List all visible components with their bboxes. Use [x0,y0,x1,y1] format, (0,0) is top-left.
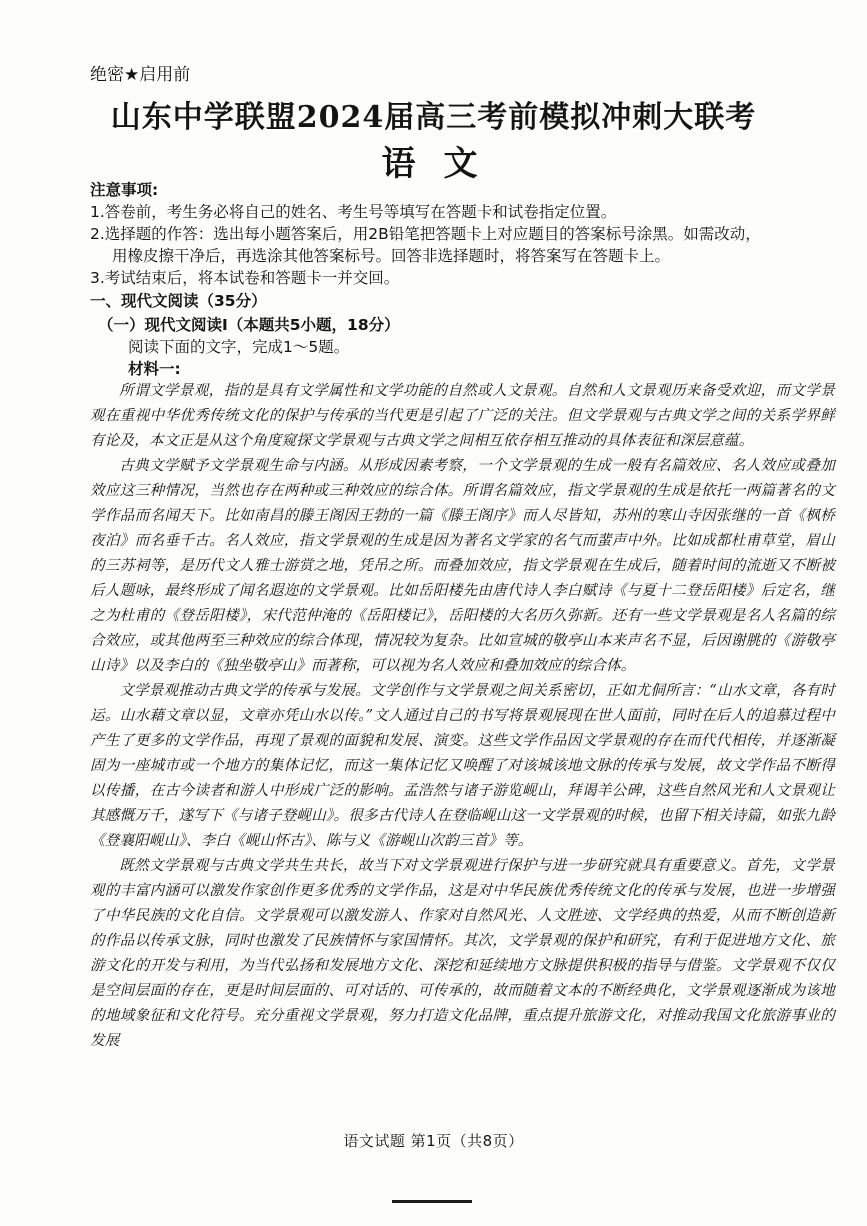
material-label: 材料一: [128,360,181,378]
note-item-2-line-1: 2.选择题的作答：选出每小题答案后，用2B铅笔把答题卡上对应题目的答案标号涂黑。如需改动， [90,225,761,243]
reading-instruction: 阅读下面的文字，完成1～5题。 [128,338,350,356]
note-item-3: 3.考试结束后，将本试卷和答题卡一并交回。 [90,269,400,287]
passage-paragraph: 所谓文学景观，指的是具有文学属性和文学功能的自然或人文景观。自然和人文景观历来备受欢迎，而文学景观在重视中华优秀传统文化的保护与传承的当代更是引起了广泛的关注。但文学景观与古典文学之间的关系学界鲜有论及，本文正是从这个角度窥探文学景观与古典文学之间相互依存相互推动的具体表征和深层意蕴。 [90,382,835,449]
exam-title: 山东中学联盟2024届高三考前模拟冲刺大联考 [110,100,757,135]
passage-paragraph: 古典文学赋予文学景观生命与内涵。从形成因素考察，一个文学景观的生成一般有名篇效应、名人效应或叠加效应这三种情况，当然也存在两种或三种效应的综合体。所谓名篇效应，指文学景观的生成是依托一两篇著名的文学作品而名闻天下。比如南昌的滕王阁因王勃的一篇《滕王阁序》而人尽皆知，苏州的寒山寺因张继的一首《枫桥夜泊》而名垂千古。名人效应，指文学景观的生成是因为著名文学家的名气而蜚声中外。比如成都杜甫草堂，眉山的三苏祠等，是历代文人雅士游赏之地，凭吊之所。而叠加效应，指文学景观在生成后，随着时间的流逝又不断被后人题咏，最终形成了闻名遐迩的文学景观。比如岳阳楼先由唐代诗人李白赋诗《与夏十二登岳阳楼》后定名，继之为杜甫的《登岳阳楼》，宋代范仲淹的《岳阳楼记》，岳阳楼的大名历久弥新。还有一些文学景观是名人名篇的综合效应，或其他两至三种效应的综合体现，情况较为复杂。比如宣城的敬亭山本来声名不显，后因谢朓的《游敬亭山诗》以及李白的《独坐敬亭山》而著称，可以视为名人效应和叠加效应的综合体。 [90,457,835,674]
section-heading: 一、现代文阅读（35分） [90,292,267,310]
passage-paragraph: 文学景观推动古典文学的传承与发展。文学创作与文学景观之间关系密切，正如尤侗所言：“山水文章，各有时运。山水藉文章以显，文章亦凭山水以传。”文人通过自己的书写将景观展现在世人面前，同时在后人的追慕过程中产生了更多的文学作品，再现了景观的面貌和发展、演变。这些文学作品因文学景观的存在而代代相传，并逐渐凝固为一座城市或一个地方的集体记忆，而这一集体记忆又唤醒了对该城该地文脉的传承与发展，故文学作品不断得以传播，在古今读者和游人中形成广泛的影响。孟浩然与诸子游览岘山，拜谒羊公碑，这些自然风光和人文景观让其感慨万千，遂写下《与诸子登岘山》。很多古代诗人在登临岘山这一文学景观的时候，也留下相关诗篇，如张九龄《登襄阳岘山》、李白《岘山怀古》、陈与义《游岘山次韵三首》等。 [90,682,835,849]
sub-section-heading: （一）现代文阅读Ⅰ（本题共5小题，18分） [98,316,400,334]
page-footer: 语文试题 第1页（共8页） [343,1132,524,1150]
note-item-2-line-2: 用橡皮擦干净后，再选涂其他答案标号。回答非选择题时，将答案写在答题卡上。 [112,247,671,265]
note-item-1: 1.答卷前，考生务必将自己的姓名、考生号等填写在答题卡和试卷指定位置。 [90,203,617,221]
reading-passage [90,378,835,1053]
passage-paragraph: 既然文学景观与古典文学共生共长，故当下对文学景观进行保护与进一步研究就具有重要意义。首先，文学景观的丰富内涵可以激发作家创作更多优秀的文学作品，这是对中华民族优秀传统文化的传承与发展，也进一步增强了中华民族的文化自信。文学景观可以激发游人、作家对自然风光、人文胜迹、文学经典的热爱，从而不断创造新的作品以传承文脉，同时也激发了民族情怀与家国情怀。其次，文学景观的保护和研究，有利于促进地方文化、旅游文化的开发与利用，为当代弘扬和发展地方文化、深挖和延续地方文脉提供积极的指导与借鉴。文学景观不仅仅是空间层面的存在，更是时间层面的、可对话的、可传承的，故而随着文本的不断经典化，文学景观逐渐成为该地的地域象征和文化符号。充分重视文学景观，努力打造文化品牌，重点提升旅游文化，对推动我国文化旅游事业的发展 [90,857,835,1049]
note-item-2 [90,223,830,267]
subject-title: 语文 [381,144,506,184]
scan-mark [392,1200,472,1203]
notes-heading: 注意事项: [90,181,159,199]
confidential-label: 绝密★启用前 [90,65,191,85]
